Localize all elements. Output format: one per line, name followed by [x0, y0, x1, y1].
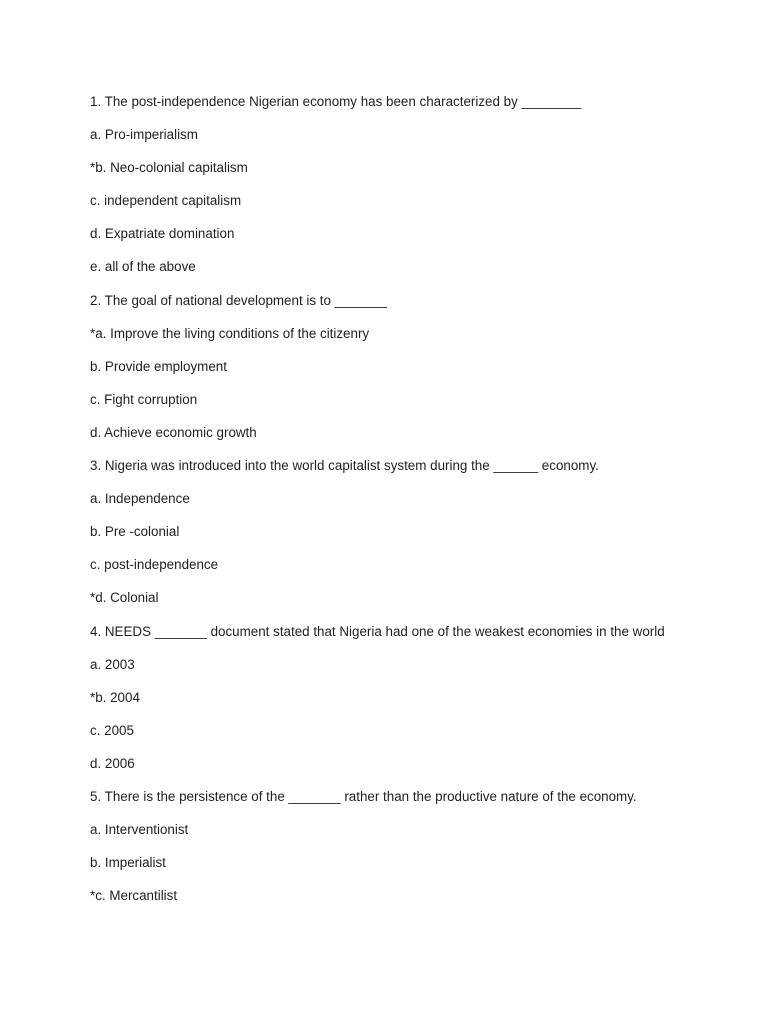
question-5-option-a: a. Interventionist [90, 822, 189, 838]
question-4-option-c: c. 2005 [90, 722, 134, 738]
question-list [90, 92, 730, 919]
question-5-option-c: *c. Mercantilist [90, 888, 178, 904]
question-3-option-d: *d. Colonial [90, 590, 159, 606]
question-3-option-c: c. post-independence [90, 557, 219, 573]
question-5-option-b: b. Imperialist [90, 855, 166, 871]
question-4-option-a: a. 2003 [90, 656, 135, 672]
question-3-text: 3. Nigeria was introduced into the world capitalist system during the ______ economy. [90, 458, 599, 474]
question-1-option-d: d. Expatriate domination [90, 226, 235, 242]
question-4-option-d: d. 2006 [90, 755, 135, 771]
question-4-text: 4. NEEDS _______ document stated that Nigeria had one of the weakest economies in the world [90, 623, 665, 639]
question-1-option-b: *b. Neo-colonial capitalism [90, 160, 248, 176]
question-1-text: 1. The post-independence Nigerian economy has been characterized by ________ [90, 94, 582, 109]
question-1-option-a: a. Pro-imperialism [90, 127, 198, 143]
question-1-option-c: c. independent capitalism [90, 193, 242, 209]
question-4-option-b: *b. 2004 [90, 689, 140, 705]
question-5-text: 5. There is the persistence of the _______ rather than the productive nature of the economy. [90, 788, 637, 804]
question-2-text: 2. The goal of national development is to _______ [90, 292, 387, 308]
question-2-option-c: c. Fight corruption [90, 391, 198, 407]
question-2-option-a: *a. Improve the living conditions of the citizenry [90, 325, 370, 341]
question-2-option-b: b. Provide employment [90, 358, 227, 374]
question-3-option-b: b. Pre -colonial [90, 524, 180, 540]
question-2-option-d: d. Achieve economic growth [90, 424, 257, 440]
question-3-option-a: a. Independence [90, 491, 190, 507]
question-1-option-e: e. all of the above [90, 259, 196, 275]
